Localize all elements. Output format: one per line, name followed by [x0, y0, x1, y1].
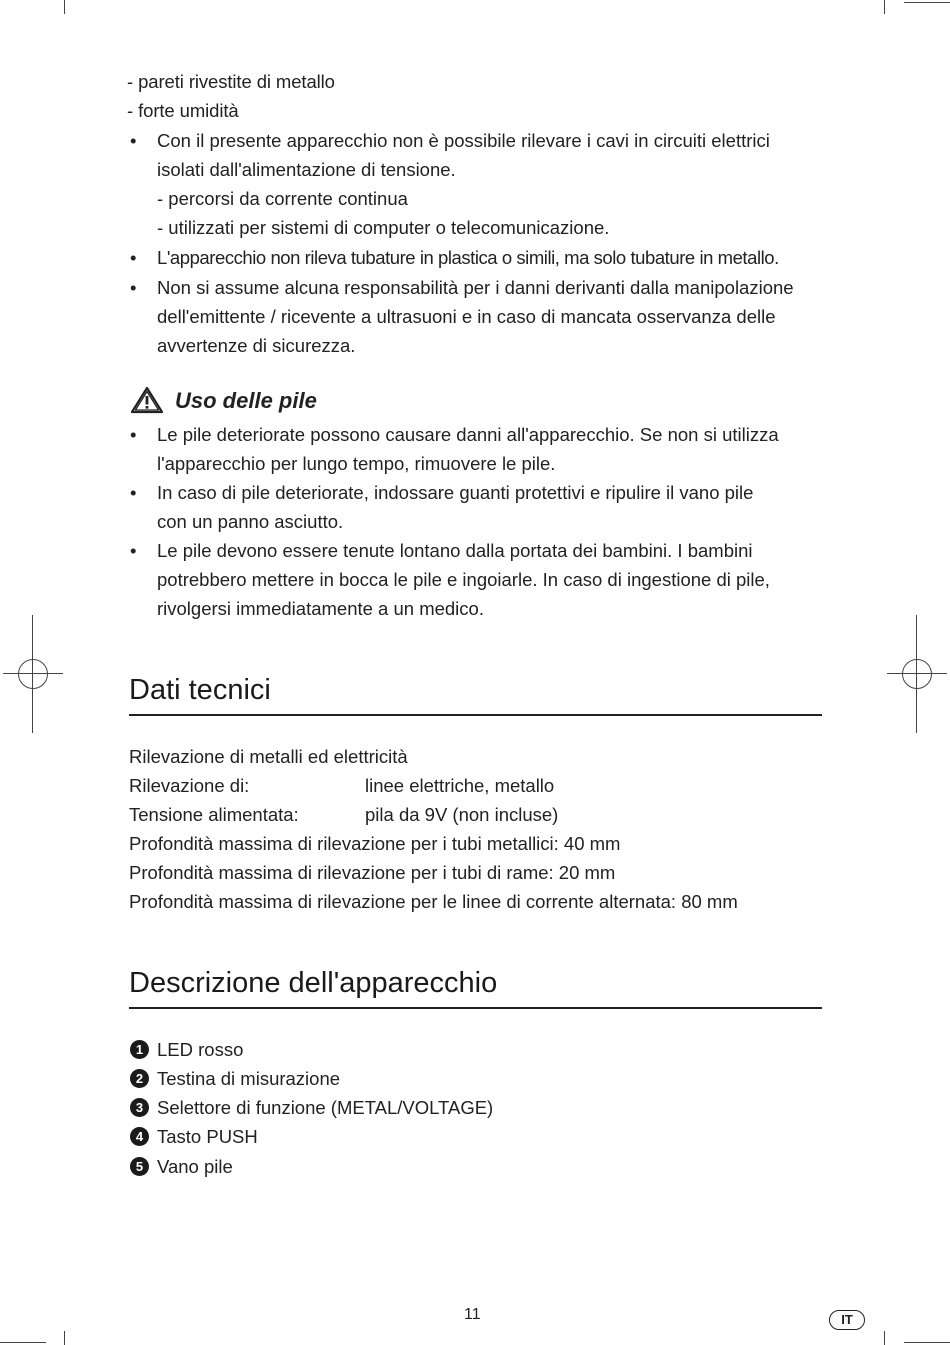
- warning-triangle-icon: [130, 386, 164, 414]
- section-heading-description: Descrizione dell'apparecchio: [129, 967, 498, 999]
- part-number-badge: 2: [130, 1069, 149, 1088]
- part-number-badge: 3: [130, 1098, 149, 1117]
- list-item-text: dell'emittente / ricevente a ultrasuoni e in caso di mancata osservanza delle: [157, 306, 776, 327]
- heading-rule: [129, 714, 822, 716]
- spec-line: Profondità massima di rilevazione per i tubi di rame: 20 mm: [129, 862, 616, 883]
- crop-mark-top-left-v: [64, 0, 65, 14]
- list-item-text: In caso di pile deteriorate, indossare guanti protettivi e ripulire il vano pile: [157, 482, 754, 503]
- part-label: LED rosso: [157, 1039, 244, 1060]
- part-number-badge: 5: [130, 1157, 149, 1176]
- list-item-text: l'apparecchio per lungo tempo, rimuovere le pile.: [157, 453, 556, 474]
- spec-label-detection: Rilevazione di:: [129, 775, 250, 796]
- list-item-text: - utilizzati per sistemi di computer o telecomunicazione.: [157, 217, 610, 238]
- list-item-text: Le pile devono essere tenute lontano dalla portata dei bambini. I bambini: [157, 540, 753, 561]
- bullet-icon: •: [130, 130, 137, 151]
- section-heading-text: Uso delle pile: [175, 388, 317, 413]
- list-item-text: avvertenze di sicurezza.: [157, 335, 356, 356]
- dash-item: - pareti rivestite di metallo: [127, 71, 335, 92]
- spec-value-voltage: pila da 9V (non incluse): [365, 804, 559, 825]
- section-heading-tech-data: Dati tecnici: [129, 674, 271, 706]
- dash-item: - forte umidità: [127, 100, 239, 121]
- crop-mark-top-right-v: [884, 0, 885, 14]
- spec-label-voltage: Tensione alimentata:: [129, 804, 299, 825]
- list-item-text: Con il presente apparecchio non è possibile rilevare i cavi in circuiti elettrici: [157, 130, 770, 151]
- list-item-text: isolati dall'alimentazione di tensione.: [157, 159, 456, 180]
- bullet-icon: •: [130, 424, 137, 445]
- part-label: Vano pile: [157, 1156, 233, 1177]
- bullet-icon: •: [130, 247, 137, 268]
- part-number-badge: 1: [130, 1040, 149, 1059]
- spec-line: Profondità massima di rilevazione per le linee di corrente alternata: 80 mm: [129, 891, 738, 912]
- list-item-text: rivolgersi immediatamente a un medico.: [157, 598, 484, 619]
- list-item-text: Le pile deteriorate possono causare danni all'apparecchio. Se non si utilizza: [157, 424, 779, 445]
- list-item-text: con un panno asciutto.: [157, 511, 344, 532]
- heading-rule: [129, 1007, 822, 1009]
- spec-line: Profondità massima di rilevazione per i tubi metallici: 40 mm: [129, 833, 621, 854]
- list-item-text: - percorsi da corrente continua: [157, 188, 408, 209]
- bullet-icon: •: [130, 482, 137, 503]
- crop-mark-bottom-right-v: [884, 1331, 885, 1345]
- language-badge: IT: [829, 1310, 865, 1330]
- bullet-icon: •: [130, 277, 137, 298]
- spec-line: Rilevazione di metalli ed elettricità: [129, 746, 408, 767]
- spec-value-detection: linee elettriche, metallo: [365, 775, 555, 796]
- crop-mark-top-right-h: [904, 2, 950, 3]
- part-label: Testina di misurazione: [157, 1068, 341, 1089]
- list-item-text: potrebbero mettere in bocca le pile e ingoiarle. In caso di ingestione di pile,: [157, 569, 770, 590]
- crop-mark-bottom-left-v: [64, 1331, 65, 1345]
- list-item-text: Non si assume alcuna responsabilità per i danni derivanti dalla manipolazione: [157, 277, 794, 298]
- registration-circle-left: [18, 659, 48, 689]
- crop-mark-bottom-left-h: [0, 1342, 46, 1343]
- part-number-badge: 4: [130, 1127, 149, 1146]
- part-label: Selettore di funzione (METAL/VOLTAGE): [157, 1097, 494, 1118]
- registration-circle-right: [902, 659, 932, 689]
- list-item-text: L'apparecchio non rileva tubature in plastica o simili, ma solo tubature in metallo.: [157, 247, 779, 268]
- crop-mark-bottom-right-h: [904, 1342, 950, 1343]
- part-label: Tasto PUSH: [157, 1126, 258, 1147]
- page-number: 11: [464, 1306, 481, 1323]
- bullet-icon: •: [130, 540, 137, 561]
